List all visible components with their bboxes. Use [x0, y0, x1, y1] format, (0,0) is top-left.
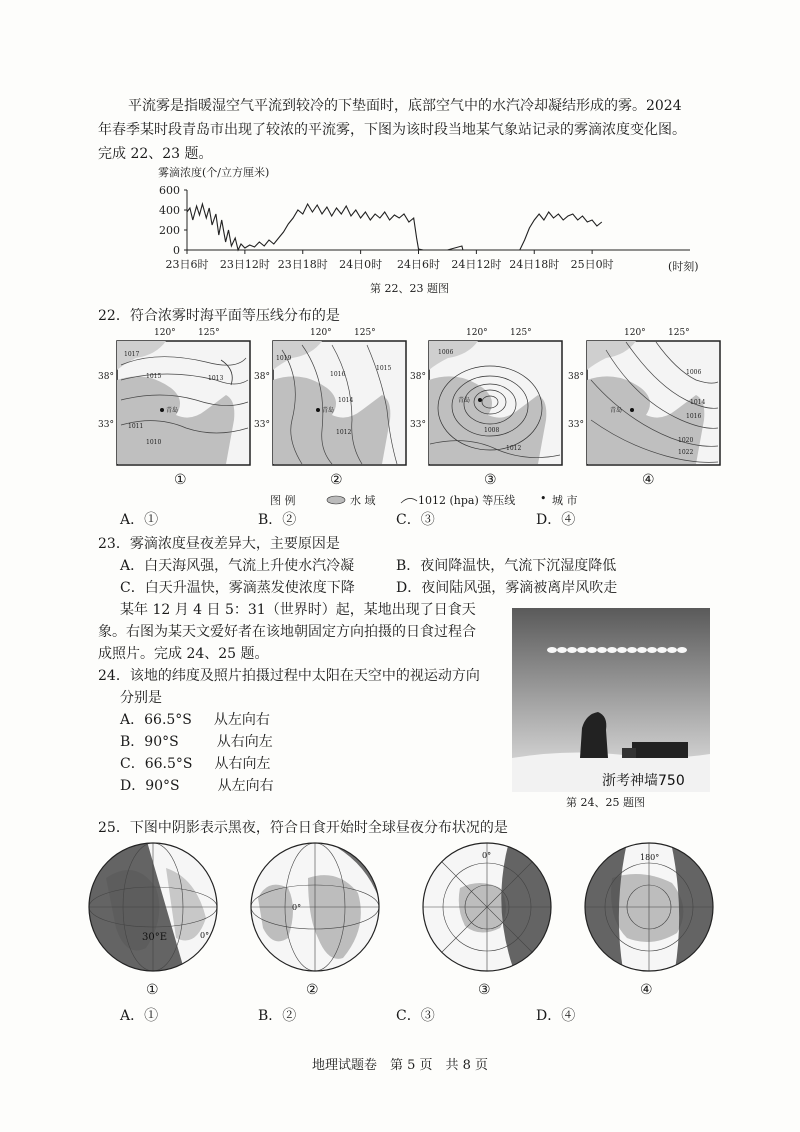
x-tick-label: 23日6时 [165, 258, 209, 271]
q24-option-dir: 从右向左 [214, 756, 271, 772]
q24-stem-2: 分别是 [120, 690, 162, 706]
globe-1 [86, 838, 220, 976]
isobar-label: 1008 [484, 427, 500, 434]
globe-3 [420, 838, 554, 976]
lat-label-38: 38° [254, 372, 270, 382]
legend-water-swatch [327, 496, 345, 504]
isobar-label: 1006 [686, 369, 702, 376]
map-4-label: ④ [642, 472, 655, 488]
globe-4-label-180: 180° [640, 853, 660, 862]
q22-option-c: C．③ [396, 512, 435, 528]
chart-caption: 第 22、23 题图 [370, 282, 449, 295]
page-footer: 地理试题卷 第 5 页 共 8 页 [311, 1058, 489, 1073]
city-label-qingdao: 青岛 [458, 397, 471, 404]
isobar-label: 1016 [686, 413, 702, 420]
fog-series-line [187, 204, 602, 250]
x-tick-label: 24日12时 [451, 258, 502, 271]
isobar-label: 1015 [146, 373, 162, 380]
isobar-label: 1013 [208, 375, 224, 382]
lat-label-33: 33° [254, 420, 270, 430]
x-tick-label: 23日12时 [219, 258, 270, 271]
intro-line-1: 平流雾是指暖湿空气平流到较冷的下垫面时，底部空气中的水汽冷却凝结形成的雾。2024 [128, 98, 682, 114]
globe-1-label-30e: 30°E [142, 932, 168, 943]
q25-option-c: C．③ [396, 1008, 435, 1024]
station-silhouette [632, 742, 688, 758]
city-label-qingdao: 青岛 [166, 407, 179, 414]
isobar-label: 1012 [336, 429, 352, 436]
city-label-qingdao: 青岛 [610, 407, 623, 414]
legend-city: 城 市 [552, 494, 578, 507]
q22-option-d: D．④ [536, 512, 576, 528]
q24-option-lat: 66.5°S [144, 712, 192, 728]
q24-option-letter: A． [120, 712, 145, 728]
chart-x-unit: (时刻) [668, 260, 699, 273]
q23-option-a: A．白天海风强，气流上升使水汽冷凝 [120, 558, 355, 574]
q24-option-lat: 90°S [144, 734, 179, 750]
globe-4 [582, 838, 716, 976]
city-label-qingdao: 青岛 [322, 407, 335, 414]
map-2-label: ② [330, 472, 343, 488]
q24-option-lat: 90°S [145, 778, 180, 794]
legend-title: 图 例 [270, 494, 296, 507]
map-3 [410, 328, 563, 468]
isobar-label: 1011 [128, 423, 144, 430]
q22-stem: 22．符合浓雾时海平面等压线分布的是 [98, 308, 340, 324]
q24-option-dir: 从左向右 [213, 712, 270, 728]
q24-option-a [120, 710, 270, 730]
q25-option-d: D．④ [536, 1008, 576, 1024]
p2425-line-2: 象。右图为某天文爱好者在该地朝固定方向拍摄的日食过程合 [98, 624, 476, 640]
isobar-label: 1019 [276, 355, 292, 362]
globe-3-number: ③ [478, 982, 491, 998]
legend-city-dot: • [540, 492, 547, 505]
globe-2-label-0: 0° [292, 903, 302, 912]
x-tick-label: 23日18时 [277, 258, 328, 271]
lat-label-33: 33° [98, 420, 114, 430]
q24-option-letter: D． [120, 778, 146, 794]
isobar-label: 1014 [690, 399, 706, 406]
legend-isobar: 1012 (hpa) 等压线 [418, 494, 516, 507]
globe-2-number: ② [306, 982, 319, 998]
lat-label-38: 38° [98, 372, 114, 382]
y-tick-label: 0 [173, 244, 180, 257]
fog-chart [150, 162, 720, 277]
q22-option-a: A．① [120, 512, 159, 528]
isobar-label: 1016 [330, 371, 346, 378]
q24-stem-1: 24．该地的纬度及照片拍摄过程中太阳在天空中的视运动方向 [98, 668, 480, 684]
chart-ylabel: 雾滴浓度(个/立方厘米) [158, 166, 270, 179]
x-tick-label: 24日18时 [509, 258, 560, 271]
photo-watermark: 浙考神墙750 [602, 773, 685, 789]
globe-4-number: ④ [640, 982, 653, 998]
isobar-label: 1017 [124, 351, 140, 358]
x-tick-label: 25日0时 [570, 258, 614, 271]
y-tick-label: 200 [159, 224, 180, 237]
lon-label-120: 120° [310, 328, 332, 338]
q22-option-b: B．② [258, 512, 297, 528]
globe-1-number: ① [146, 982, 159, 998]
lon-label-125: 125° [668, 328, 690, 338]
globe-3-label-0: 0° [482, 851, 492, 860]
q24-option-c [120, 754, 270, 774]
intro-line-2: 年春季某时段青岛市出现了较浓的平流雾，下图为该时段当地某气象站记录的雾滴浓度变化图。 [98, 122, 686, 138]
map-1-label: ① [174, 472, 187, 488]
lon-label-120: 120° [624, 328, 646, 338]
photo-caption: 第 24、25 题图 [566, 796, 645, 809]
intro-line-3: 完成 22、23 题。 [98, 146, 213, 162]
q23-option-d: D．夜间陆风强，雾滴被离岸风吹走 [396, 580, 618, 596]
lon-label-120: 120° [154, 328, 176, 338]
legend-water: 水 域 [350, 494, 376, 507]
p2425-line-1: 某年 12 月 4 日 5：31（世界时）起，某地出现了日食天 [120, 602, 476, 618]
isobar-label: 1010 [146, 439, 162, 446]
legend-isobar-swatch [401, 498, 417, 503]
q23-option-c: C．白天升温快，雾滴蒸发使浓度下降 [120, 580, 355, 596]
lat-label-33: 33° [568, 420, 584, 430]
q23-stem: 23．雾滴浓度昼夜差异大，主要原因是 [98, 536, 340, 552]
q24-option-dir: 从左向右 [217, 778, 274, 794]
q24-option-letter: C． [120, 756, 145, 772]
y-tick-label: 400 [159, 204, 180, 217]
q24-option-b [120, 732, 273, 752]
isobar-label: 1012 [506, 445, 522, 452]
eclipse-photo [512, 608, 710, 792]
p2425-line-3: 成照片。完成 24、25 题。 [98, 646, 269, 662]
map-4 [568, 328, 721, 468]
lat-label-33: 33° [410, 420, 426, 430]
lon-label-120: 120° [466, 328, 488, 338]
lat-label-38: 38° [410, 372, 426, 382]
q24-option-d [120, 776, 274, 796]
q24-option-letter: B． [120, 734, 145, 750]
lon-label-125: 125° [354, 328, 376, 338]
q25-option-a: A．① [120, 1008, 159, 1024]
map-2 [254, 328, 407, 468]
q25-option-b: B．② [258, 1008, 297, 1024]
isobar-label: 1015 [376, 365, 392, 372]
globe-1-label-0: 0° [200, 931, 210, 940]
isobar-label: 1014 [338, 397, 354, 404]
map-1 [98, 328, 251, 468]
q24-option-dir: 从右向左 [216, 734, 273, 750]
y-tick-label: 600 [159, 184, 180, 197]
q24-option-lat: 66.5°S [144, 756, 193, 772]
isobar-label: 1020 [678, 437, 694, 444]
map-3-label: ③ [484, 472, 497, 488]
q23-option-b: B．夜间降温快，气流下沉湿度降低 [396, 558, 617, 574]
lon-label-125: 125° [198, 328, 220, 338]
globe-2 [248, 838, 382, 976]
isobar-label: 1022 [678, 449, 694, 456]
q25-stem: 25．下图中阴影表示黑夜，符合日食开始时全球昼夜分布状况的是 [98, 820, 508, 836]
x-tick-label: 24日0时 [339, 258, 383, 271]
x-tick-label: 24日6时 [397, 258, 440, 271]
isobar-label: 1006 [438, 349, 454, 356]
lat-label-38: 38° [568, 372, 584, 382]
lon-label-125: 125° [510, 328, 532, 338]
